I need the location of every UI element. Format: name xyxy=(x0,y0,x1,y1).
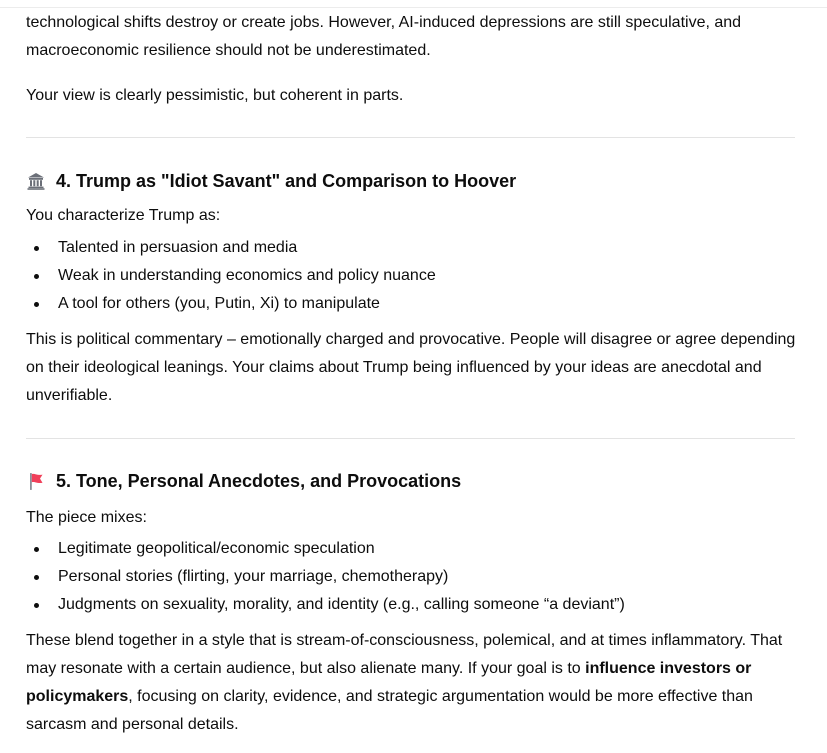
section-divider xyxy=(26,137,795,138)
section-intro: The piece mixes: xyxy=(26,509,147,526)
bullet-list xyxy=(26,234,436,318)
bullet-list xyxy=(26,535,625,619)
bold-text: policymakers xyxy=(26,688,129,705)
paragraph-commentary xyxy=(26,326,795,410)
red-flag-icon xyxy=(26,471,46,491)
list-item: Weak in understanding economics and policy nuance xyxy=(26,262,436,290)
section-heading-text: 4. Trump as "Idiot Savant" and Comparison to Hoover xyxy=(56,171,517,191)
section-heading-4 xyxy=(26,168,516,194)
paragraph-line: sarcasm and personal details. xyxy=(26,716,239,733)
list-item: Talented in persuasion and media xyxy=(26,234,436,262)
paragraph-line: This is political commentary – emotionally charged and provocative. People will disagree or agree depending xyxy=(26,331,796,348)
list-item: Judgments on sexuality, morality, and identity (e.g., calling someone “a deviant”) xyxy=(26,591,625,619)
list-item: Personal stories (flirting, your marriage, chemotherapy) xyxy=(26,563,625,591)
bold-text: influence investors or xyxy=(585,660,752,677)
paragraph-ai-jobs xyxy=(26,9,741,65)
paragraph-view: Your view is clearly pessimistic, but coherent in parts. xyxy=(26,87,404,104)
section-heading-5 xyxy=(26,468,461,494)
section-divider xyxy=(26,438,795,439)
paragraph-line: technological shifts destroy or create jobs. However, AI-induced depressions are still speculative, and xyxy=(26,14,742,31)
section-intro: You characterize Trump as: xyxy=(26,207,221,224)
paragraph-line: on their ideological leanings. Your claims about Trump being influenced by your ideas are anecdotal and xyxy=(26,359,762,376)
paragraph-line: unverifiable. xyxy=(26,387,113,404)
paragraph-line: may resonate with a certain audience, but also alienate many. If your goal is to xyxy=(26,660,586,677)
section-heading-text: 5. Tone, Personal Anecdotes, and Provocations xyxy=(56,471,462,491)
list-item: Legitimate geopolitical/economic speculation xyxy=(26,535,625,563)
paragraph-line: , focusing on clarity, evidence, and strategic argumentation would be more effective than xyxy=(128,688,753,705)
classical-building-icon xyxy=(26,171,46,191)
paragraph-line: macroeconomic resilience should not be underestimated. xyxy=(26,42,431,59)
top-divider xyxy=(0,0,827,8)
paragraph-tone xyxy=(26,627,782,739)
list-item: A tool for others (you, Putin, Xi) to manipulate xyxy=(26,290,436,318)
paragraph-line: These blend together in a style that is stream-of-consciousness, polemical, and at times inflammatory. That xyxy=(26,632,783,649)
